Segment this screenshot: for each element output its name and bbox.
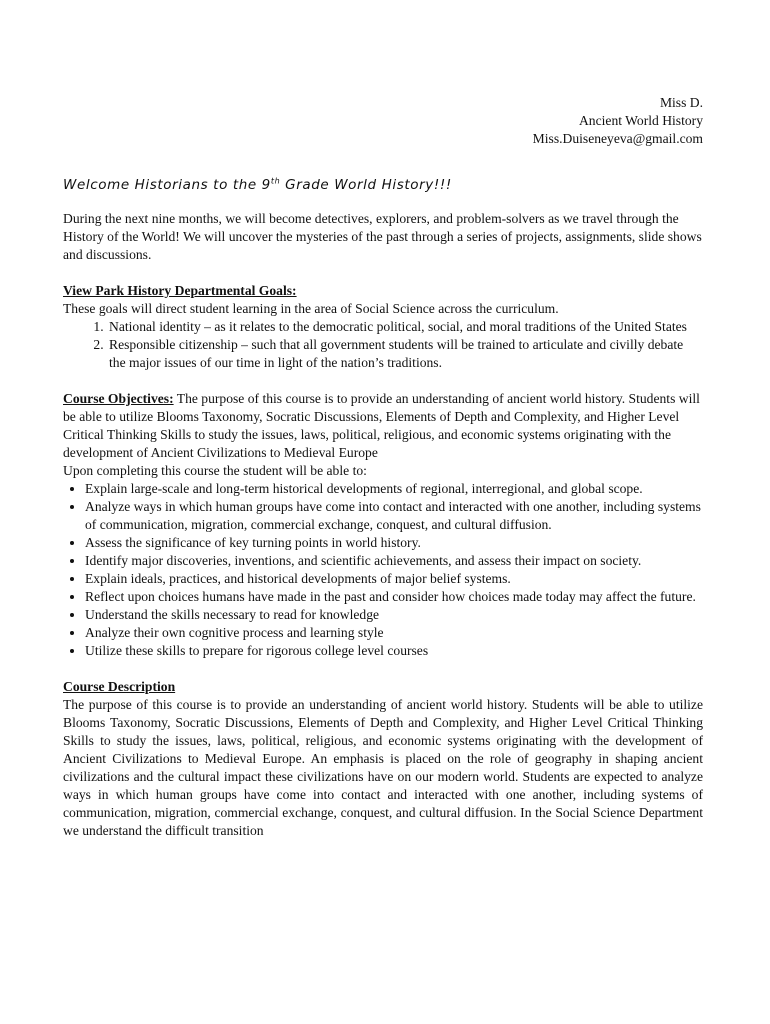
goal-item: 2. Responsible citizenship – such that all government students will be trained to articulate and civilly debate the major issues of our time in light of the nation’s traditions. [107,336,703,372]
goals-list [63,318,703,372]
title-superscript: th [270,176,281,186]
objectives-section [63,390,703,660]
objective-item: • Explain large-scale and long-term historical developments of regional, interregional, and global scope. [85,480,703,498]
title-text-end: Grade World History!!! [280,177,452,193]
objectives-paragraph [63,390,703,462]
document-page [63,94,703,840]
objective-item: • Explain ideals, practices, and historical developments of major belief systems. [85,570,703,588]
header-block [63,94,703,148]
objective-item: • Analyze their own cognitive process and learning style [85,624,703,642]
intro-paragraph: During the next nine months, we will become detectives, explorers, and problem-solvers as we travel through the History of the World! We will uncover the mysteries of the past through a series of projects, assignments, slide shows and discussions. [63,211,702,262]
objective-item: • Assess the significance of key turning points in world history. [85,534,703,552]
course-name: Ancient World History [578,113,703,128]
page-title [63,174,703,196]
description-section [63,678,703,840]
objectives-heading: Course Objectives: [63,391,174,406]
description-text: The purpose of this course is to provide an understanding of ancient world history. Students will be able to utilize Blooms Taxonomy, Socratic Discussions, Elements of Depth and Complexity, and Higher Level Critical Thinking Skills to study the issues, laws, political, religious, and economic systems originating with the development of Ancient Civilizations to Medieval Europe. An emphasis is placed on the role of geography in shaping ancient civilizations and the cultural impact these civilizations have on our modern world. Students are expected to analyze ways in which human groups have come into contact and interacted with one another, including systems of communication, migration, commercial exchange, conquest, and cultural diffusion. In the Social Science Department we understand the difficult transition [63,697,703,838]
teacher-email: Miss.Duiseneyeva@gmail.com [532,131,703,146]
objective-item: • Identify major discoveries, inventions, and scientific achievements, and assess their impact on society. [85,552,703,570]
objective-item: • Reflect upon choices humans have made in the past and consider how choices made today may affect the future. [85,588,703,606]
objectives-list [63,480,703,660]
goals-heading: View Park History Departmental Goals: [63,283,297,298]
teacher-name: Miss D. [659,95,703,110]
title-text: Welcome Historians to the 9 [63,177,271,193]
objective-item: • Analyze ways in which human groups have come into contact and interacted with one another, including systems of communication, migration, commercial exchange, conquest, and cultural diffusion. [85,498,703,534]
objectives-text: The purpose of this course is to provide an understanding of ancient world history. Students will be able to utilize Blooms Taxonomy, Socratic Discussions, Elements of Depth and Complexity, and Higher Level Critical Thinking Skills to study the issues, laws, political, religious, and economic systems originating with the development of Ancient Civilizations to Medieval Europe [63,391,700,460]
objective-item: • Understand the skills necessary to read for knowledge [85,606,703,624]
goal-item: 1. National identity – as it relates to the democratic political, social, and moral traditions of the United States [107,318,703,336]
goals-section [63,282,703,372]
goals-text: These goals will direct student learning in the area of Social Science across the curriculum. [63,301,559,316]
description-heading: Course Description [63,679,176,694]
objective-item: • Utilize these skills to prepare for rigorous college level courses [85,642,703,660]
objectives-lead: Upon completing this course the student will be able to: [63,463,367,478]
